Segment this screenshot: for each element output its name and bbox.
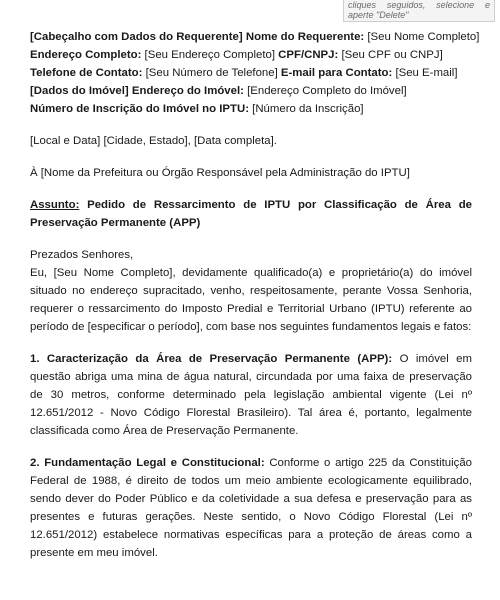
document-body bbox=[30, 28, 480, 562]
place-date: [Local e Data] [Cidade, Estado], [Data completa]. bbox=[30, 135, 277, 147]
header-label: [Cabeçalho com Dados do Requerente] bbox=[30, 31, 243, 43]
section-2 bbox=[30, 454, 472, 562]
header-label: CPF/CNPJ: bbox=[278, 49, 339, 61]
spacer bbox=[30, 182, 472, 196]
header-line-contact bbox=[30, 64, 472, 82]
header-value: [Seu Nome Completo] bbox=[364, 31, 480, 43]
section-heading: 1. Caracterização da Área de Preservação Permanente (APP): bbox=[30, 353, 393, 365]
section-heading: 2. Fundamentação Legal e Constitucional: bbox=[30, 457, 265, 469]
help-tooltip-text: cliques seguidos, selecione e aperte "Delete" bbox=[348, 0, 490, 20]
spacer bbox=[30, 232, 472, 246]
header-value: [Seu Número de Telefone] bbox=[142, 67, 281, 79]
help-tooltip bbox=[343, 0, 495, 22]
header-label: Nome do Requerente: bbox=[245, 31, 365, 43]
recipient: À [Nome da Prefeitura ou Órgão Responsável pela Administração do IPTU] bbox=[30, 167, 410, 179]
spacer bbox=[30, 336, 472, 350]
subject-line bbox=[30, 196, 472, 232]
header-line-name bbox=[30, 28, 480, 46]
intro-paragraph: Eu, [Seu Nome Completo], devidamente qualificado(a) e proprietário(a) do imóvel situado no endereço supracitado, venho, respeitosamente, perante Vossa Senhoria, requerer o ressarcimento do Imposto Predial e Territorial Urbano (IPTU) referente ao período de [especificar o período], com base nos seguintes fundamentos legais e fatos: bbox=[30, 267, 472, 333]
header-label: Endereço Completo: bbox=[30, 49, 142, 61]
header-line-property bbox=[30, 82, 472, 100]
header-value: [Número da Inscrição] bbox=[249, 103, 364, 115]
spacer bbox=[30, 440, 472, 454]
header-value: [Endereço Completo do Imóvel] bbox=[243, 85, 407, 97]
header-line-address bbox=[30, 46, 472, 64]
spacer bbox=[30, 118, 472, 132]
greeting: Prezados Senhores, bbox=[30, 249, 134, 261]
section-1 bbox=[30, 350, 472, 440]
header-label: Número de Inscrição do Imóvel no IPTU: bbox=[30, 103, 249, 115]
header-label: [Dados do Imóvel] Endereço do Imóvel: bbox=[30, 85, 244, 97]
subject-label: Assunto: bbox=[30, 199, 80, 211]
spacer bbox=[30, 150, 472, 164]
section-text: O imóvel em questão abriga uma mina de água natural, circundada por uma faixa de preservação de 30 metros, conforme determinado pela legislação ambiental vigente (Lei nº 12.651/2012 - Novo Código Florestal Brasileiro). Tal área é, portanto, legalmente classificada como Área de Preservação Permanente. bbox=[30, 353, 473, 437]
header-value: [Seu CPF ou CNPJ] bbox=[338, 49, 443, 61]
header-value: [Seu E-mail] bbox=[392, 67, 458, 79]
subject-text: Pedido de Ressarcimento de IPTU por Classificação de Área de Preservação Permanente (APP) bbox=[30, 199, 472, 229]
header-label: Telefone de Contato: bbox=[30, 67, 143, 79]
header-value: [Seu Endereço Completo] bbox=[141, 49, 279, 61]
header-line-iptu bbox=[30, 100, 472, 118]
section-text: Conforme o artigo 225 da Constituição Federal de 1988, é direito de todos um meio ambiente ecologicamente equilibrado, sendo dever do Poder Público e da coletividade a sua defesa e preservação para as presentes e futuras gerações. Neste sentido, o Novo Código Florestal (Lei nº 12.651/2012) estabelece normativas específicas para a proteção de áreas como a presente em meu imóvel. bbox=[30, 457, 473, 559]
requester-header bbox=[30, 28, 480, 118]
header-label: E-mail para Contato: bbox=[280, 67, 393, 79]
